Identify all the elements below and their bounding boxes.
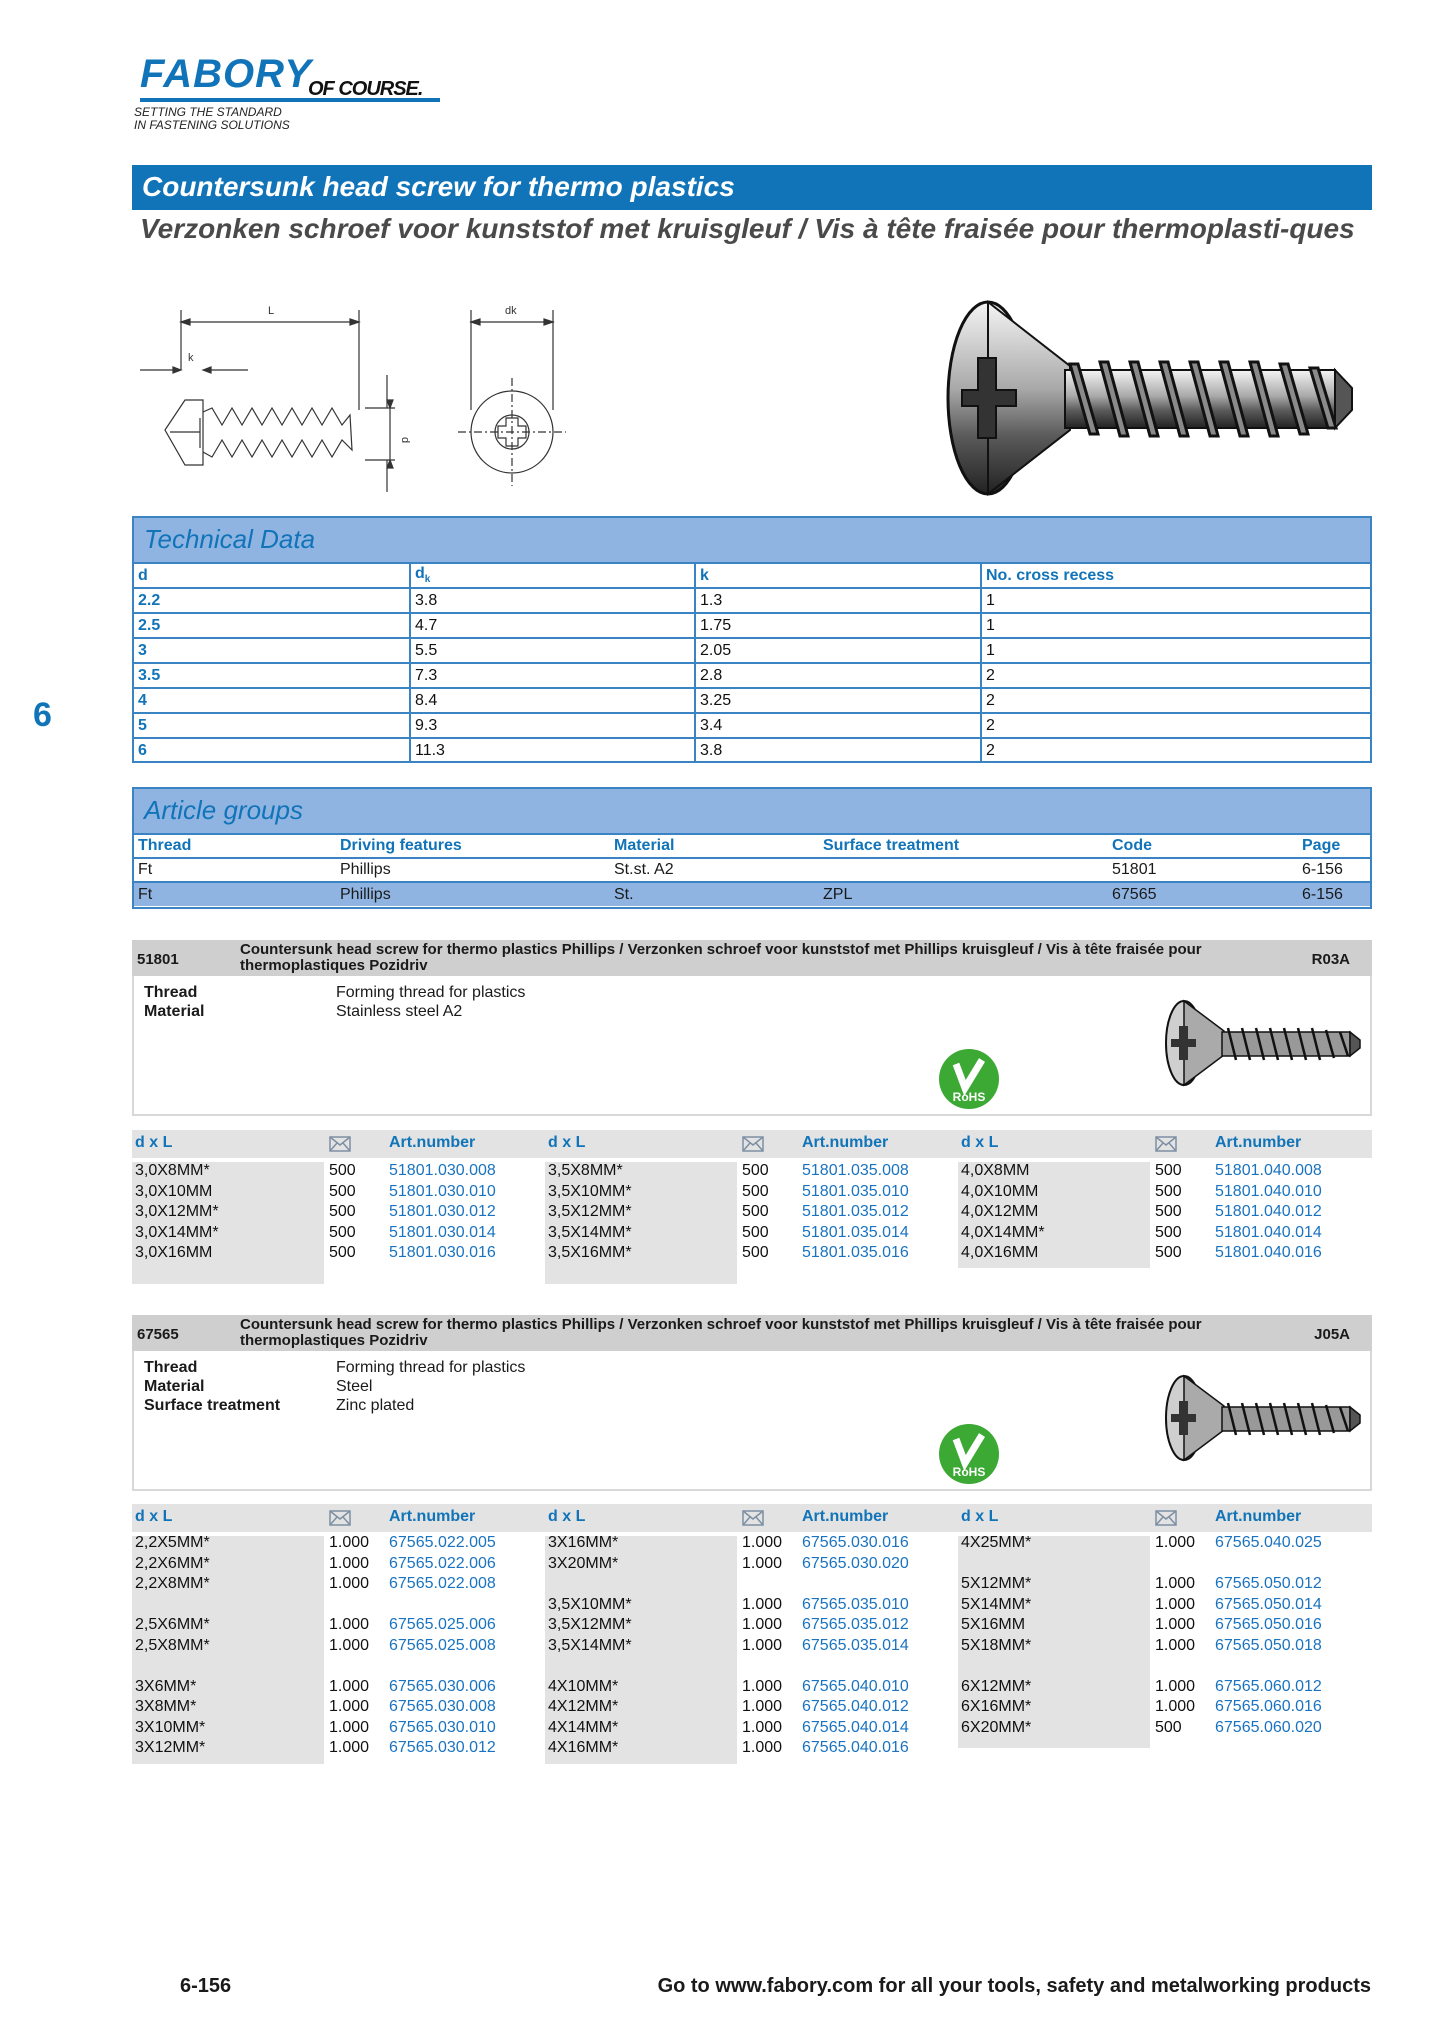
col-header: No. cross recess [981, 563, 1370, 588]
article-number-link[interactable]: 67565.040.012 [802, 1698, 909, 1715]
table-cell: 51801 [1108, 858, 1298, 882]
size-value: 3,5X12MM* [548, 1203, 632, 1220]
col-header: Surface treatment [819, 834, 1108, 858]
size-value: 2,2X8MM* [135, 1575, 210, 1592]
article-number-link[interactable]: 67565.022.006 [389, 1554, 496, 1572]
article-number-link[interactable]: 67565.030.008 [389, 1698, 496, 1715]
article-number-link[interactable]: 51801.035.014 [802, 1223, 909, 1241]
size-value: 3X8MM* [135, 1698, 197, 1715]
rohs-badge [938, 1423, 1000, 1485]
size-value: 5X16MM [961, 1616, 1026, 1633]
table-cell: 1 [981, 613, 1370, 638]
quantity-value: 500 [1155, 1718, 1182, 1736]
size-value: 4,0X8MM [961, 1162, 1030, 1179]
envelope-icon [742, 1510, 764, 1526]
article-number-link[interactable]: 51801.040.016 [1215, 1244, 1322, 1261]
size-value: 6X12MM* [961, 1677, 1032, 1695]
rohs-label: RoHS [952, 1465, 986, 1479]
quantity-value: 500 [329, 1223, 356, 1241]
table-row [134, 663, 1370, 688]
col-header [410, 563, 695, 588]
logo-slogan: SETTING THE STANDARD IN FASTENING SOLUTIONS [134, 105, 290, 132]
header-dxl: d x L [961, 1508, 999, 1525]
article-number-link[interactable]: 51801.040.014 [1215, 1223, 1322, 1241]
screw-thumbnail [1162, 998, 1362, 1088]
group-code: 67565 [137, 1326, 179, 1343]
quantity-value: 500 [329, 1203, 356, 1220]
property-label: Surface treatment [144, 1397, 281, 1414]
size-value: 5X18MM* [961, 1636, 1032, 1654]
header-artnumber: Art.number [389, 1134, 476, 1151]
quantity-value: 500 [742, 1162, 769, 1179]
article-header-bar [132, 1130, 1372, 1158]
page-title: Countersunk head screw for thermo plastics [132, 165, 1372, 210]
table-cell: 6-156 [1298, 882, 1370, 906]
header-dxl: d x L [135, 1134, 173, 1151]
size-value: 3,5X16MM* [548, 1244, 632, 1261]
header-artnumber: Art.number [1215, 1508, 1302, 1525]
quantity-value: 1.000 [1155, 1575, 1196, 1592]
col-header: d [134, 563, 410, 588]
quantity-value: 500 [742, 1182, 769, 1200]
article-number-link[interactable]: 67565.060.020 [1215, 1718, 1322, 1736]
group-reference: J05A [1314, 1326, 1350, 1343]
group-reference: R03A [1311, 951, 1350, 968]
size-value: 4X16MM* [548, 1739, 619, 1756]
table-cell: 6 [134, 738, 410, 763]
header-artnumber: Art.number [802, 1134, 889, 1151]
table-row[interactable] [134, 858, 1370, 882]
article-number-link[interactable]: 67565.025.008 [389, 1636, 496, 1654]
quantity-value: 500 [742, 1203, 769, 1220]
table-cell: 2 [981, 738, 1370, 763]
size-value: 3,5X8MM* [548, 1162, 623, 1179]
table-cell: Ft [134, 882, 336, 906]
table-cell: 2 [981, 663, 1370, 688]
label-diameter: d [399, 437, 411, 444]
header-artnumber: Art.number [389, 1508, 476, 1525]
table-cell: 3.8 [695, 738, 981, 763]
quantity-value: 1.000 [742, 1677, 783, 1695]
article-number-link[interactable]: 51801.030.012 [389, 1203, 496, 1220]
screw-thumbnail [1162, 1373, 1362, 1463]
product-group-header [132, 1315, 1372, 1351]
table-cell: 2.5 [134, 613, 410, 638]
quantity-value: 500 [1155, 1182, 1182, 1200]
size-value: 2,5X6MM* [135, 1616, 210, 1633]
col-header: Thread [134, 834, 336, 858]
envelope-icon [1155, 1510, 1177, 1526]
table-row [134, 688, 1370, 713]
table-row [134, 638, 1370, 663]
size-value: 3,0X14MM* [135, 1223, 219, 1241]
table-cell: 3.5 [134, 663, 410, 688]
property-label: Material [144, 1003, 205, 1020]
size-value: 4X25MM* [961, 1534, 1032, 1551]
article-number-link[interactable]: 51801.030.008 [389, 1162, 496, 1179]
table-cell: Phillips [336, 858, 610, 882]
table-cell: 1 [981, 588, 1370, 613]
property-value: Steel [336, 1378, 373, 1395]
quantity-value: 1.000 [742, 1534, 783, 1551]
table-cell: 3.25 [695, 688, 981, 713]
table-cell: Phillips [336, 882, 610, 906]
quantity-value: 500 [1155, 1162, 1182, 1179]
label-length: L [268, 305, 275, 317]
table-cell: 3.8 [410, 588, 695, 613]
technical-data-panel [132, 516, 1372, 763]
size-value: 5X12MM* [961, 1575, 1032, 1592]
technical-data-table [134, 562, 1370, 763]
article-number-link[interactable]: 67565.030.012 [389, 1739, 496, 1756]
article-number-link[interactable]: 67565.030.016 [802, 1534, 909, 1551]
col-header-subscript: k [424, 574, 431, 586]
size-value: 4X14MM* [548, 1718, 619, 1736]
article-header-bar [132, 1504, 1372, 1532]
table-cell: 4.7 [410, 613, 695, 638]
article-number-link[interactable]: 51801.030.010 [389, 1182, 496, 1200]
article-number-link[interactable]: 51801.040.008 [1215, 1162, 1322, 1179]
col-header: Page [1298, 834, 1370, 858]
article-number-link[interactable]: 67565.060.016 [1215, 1698, 1322, 1715]
article-number-link[interactable]: 67565.050.012 [1215, 1575, 1322, 1592]
table-cell: Ft [134, 858, 336, 882]
size-value: 4X12MM* [548, 1698, 619, 1715]
article-number-link[interactable]: 51801.030.016 [389, 1244, 496, 1261]
article-number-link[interactable]: 67565.030.020 [802, 1554, 909, 1572]
property-label: Material [144, 1378, 205, 1395]
article-number-link[interactable]: 67565.040.010 [802, 1677, 909, 1695]
size-value: 5X14MM* [961, 1595, 1032, 1613]
quantity-value: 1.000 [329, 1554, 370, 1572]
article-number-link[interactable]: 67565.050.016 [1215, 1616, 1322, 1633]
property-label: Thread [144, 984, 198, 1001]
table-cell: 3 [134, 638, 410, 663]
table-header-row [134, 834, 1370, 858]
article-groups-table [134, 833, 1370, 906]
size-value: 3,5X14MM* [548, 1636, 632, 1654]
product-group-header [132, 940, 1372, 976]
size-value: 3,5X10MM* [548, 1595, 632, 1613]
article-groups-heading: Article groups [134, 789, 1370, 833]
article-number-link[interactable]: 67565.050.018 [1215, 1636, 1322, 1654]
table-cell: 2.05 [695, 638, 981, 663]
table-cell: 1.75 [695, 613, 981, 638]
article-number-link[interactable]: 67565.030.010 [389, 1718, 496, 1736]
product-group-info [132, 976, 1372, 1116]
col-header-label: d [415, 565, 425, 583]
table-cell [819, 858, 1108, 882]
table-cell: 8.4 [410, 688, 695, 713]
article-number-link[interactable]: 67565.040.025 [1215, 1534, 1322, 1551]
table-cell: ZPL [819, 882, 1108, 906]
quantity-value: 1.000 [329, 1677, 370, 1695]
quantity-value: 500 [1155, 1244, 1182, 1261]
header-artnumber: Art.number [802, 1508, 889, 1525]
quantity-value: 1.000 [742, 1616, 783, 1633]
quantity-value: 1.000 [329, 1718, 370, 1736]
logo-tagline: OF COURSE. [308, 78, 423, 100]
article-number-link[interactable]: 67565.050.014 [1215, 1595, 1322, 1613]
quantity-value: 1.000 [742, 1718, 783, 1736]
property-value: Stainless steel A2 [336, 1003, 463, 1020]
table-cell: 9.3 [410, 713, 695, 738]
size-value: 3X12MM* [135, 1739, 206, 1756]
quantity-value: 1.000 [329, 1739, 370, 1756]
page-number: 6-156 [180, 1975, 232, 1997]
article-number-link[interactable]: 51801.040.010 [1215, 1182, 1322, 1200]
group-description: Countersunk head screw for thermo plastics Phillips / Verzonken schroef voor kunststof met Phillips kruisgleuf / Vis à tête fraisée pour thermoplastiques Pozidriv [240, 1316, 1202, 1349]
size-value: 6X16MM* [961, 1698, 1032, 1715]
screw-photo [940, 298, 1360, 498]
quantity-value: 1.000 [742, 1698, 783, 1715]
size-value: 6X20MM* [961, 1718, 1032, 1736]
article-number-link[interactable]: 51801.035.012 [802, 1203, 909, 1220]
table-row [134, 738, 1370, 763]
size-value: 3X16MM* [548, 1534, 619, 1551]
header-dxl: d x L [135, 1508, 173, 1525]
table-row[interactable] [134, 882, 1370, 906]
article-number-link[interactable]: 51801.035.010 [802, 1182, 909, 1200]
table-cell: 6-156 [1298, 858, 1370, 882]
quantity-value: 1.000 [1155, 1595, 1196, 1613]
article-number-link[interactable]: 67565.035.012 [802, 1616, 909, 1633]
quantity-value: 1.000 [329, 1534, 370, 1551]
quantity-value: 1.000 [1155, 1698, 1196, 1715]
size-value: 3,5X12MM* [548, 1616, 632, 1633]
quantity-value: 1.000 [1155, 1616, 1196, 1633]
quantity-value: 500 [329, 1244, 356, 1261]
article-number-link[interactable]: 67565.035.010 [802, 1595, 909, 1613]
envelope-icon [329, 1510, 351, 1526]
page-subtitle: Verzonken schroef voor kunststof met kruisgleuf / Vis à tête fraisée pour thermoplasti-ques [140, 213, 1355, 244]
label-head-diameter: dk [505, 305, 517, 317]
property-value: Zinc plated [336, 1397, 415, 1414]
quantity-value: 1.000 [329, 1616, 370, 1633]
product-group-info [132, 1351, 1372, 1491]
size-value: 3,0X16MM [135, 1244, 213, 1261]
quantity-value: 1.000 [1155, 1534, 1196, 1551]
table-cell: 2.2 [134, 588, 410, 613]
size-value: 3X20MM* [548, 1554, 619, 1572]
group-description: Countersunk head screw for thermo plastics Phillips / Verzonken schroef voor kunststof met Phillips kruisgleuf / Vis à tête fraisée pour thermoplastiques Pozidriv [240, 941, 1202, 974]
fabory-logo [132, 50, 452, 140]
article-groups-panel [132, 787, 1372, 909]
size-value: 3,5X14MM* [548, 1223, 632, 1241]
property-label: Thread [144, 1359, 198, 1376]
quantity-value: 500 [329, 1162, 356, 1179]
article-number-link[interactable]: 51801.035.008 [802, 1162, 909, 1179]
quantity-value: 1.000 [329, 1636, 370, 1654]
col-header: k [695, 563, 981, 588]
article-number-link[interactable]: 67565.022.008 [389, 1575, 496, 1592]
col-header: Code [1108, 834, 1298, 858]
quantity-value: 1.000 [742, 1595, 783, 1613]
size-value: 3,0X12MM* [135, 1203, 219, 1220]
label-head-height: k [188, 352, 194, 364]
footer-promo: Go to www.fabory.com for all your tools, safety and metalworking products [657, 1975, 1371, 1997]
size-value: 3X10MM* [135, 1718, 206, 1736]
logo-brand: FABORY [140, 52, 312, 96]
quantity-value: 500 [742, 1223, 769, 1241]
table-cell: 11.3 [410, 738, 695, 763]
table-cell: 5 [134, 713, 410, 738]
quantity-value: 1.000 [1155, 1636, 1196, 1654]
size-value: 4,0X14MM* [961, 1223, 1045, 1241]
header-dxl: d x L [961, 1134, 999, 1151]
size-value: 3,5X10MM* [548, 1182, 632, 1200]
table-row [134, 613, 1370, 638]
quantity-value: 1.000 [329, 1698, 370, 1715]
col-header: Material [610, 834, 819, 858]
envelope-icon [1155, 1136, 1177, 1152]
article-number-link[interactable]: 67565.025.006 [389, 1616, 496, 1633]
table-row [134, 588, 1370, 613]
quantity-value: 1.000 [329, 1575, 370, 1592]
size-value: 2,5X8MM* [135, 1636, 210, 1654]
table-cell: 2 [981, 688, 1370, 713]
size-value: 3,0X8MM* [135, 1162, 210, 1179]
size-value: 2,2X5MM* [135, 1534, 210, 1551]
article-number-link[interactable]: 67565.022.005 [389, 1534, 496, 1551]
rohs-label: RoHS [952, 1090, 986, 1104]
table-cell: 3.4 [695, 713, 981, 738]
property-value: Forming thread for plastics [336, 984, 526, 1001]
size-value: 2,2X6MM* [135, 1554, 210, 1572]
property-value: Forming thread for plastics [336, 1359, 526, 1376]
quantity-value: 1.000 [742, 1554, 783, 1572]
rohs-badge [938, 1048, 1000, 1110]
table-cell: 1.3 [695, 588, 981, 613]
article-number-link[interactable]: 51801.040.012 [1215, 1203, 1322, 1220]
size-value: 4,0X12MM [961, 1203, 1039, 1220]
size-value: 4X10MM* [548, 1677, 619, 1695]
group-code: 51801 [137, 951, 179, 968]
table-cell: 2 [981, 713, 1370, 738]
article-number-link[interactable]: 67565.040.014 [802, 1718, 909, 1736]
technical-data-heading: Technical Data [134, 518, 1370, 562]
table-cell: 4 [134, 688, 410, 713]
quantity-value: 500 [742, 1244, 769, 1261]
article-number-link[interactable]: 67565.030.006 [389, 1677, 496, 1695]
table-header-row [134, 563, 1370, 588]
table-cell: 67565 [1108, 882, 1298, 906]
col-header: Driving features [336, 834, 610, 858]
table-cell: 2.8 [695, 663, 981, 688]
article-number-link[interactable]: 67565.060.012 [1215, 1677, 1322, 1695]
quantity-value: 1.000 [742, 1739, 783, 1756]
header-dxl: d x L [548, 1508, 586, 1525]
section-number: 6 [33, 696, 52, 734]
envelope-icon [742, 1136, 764, 1152]
header-artnumber: Art.number [1215, 1134, 1302, 1151]
size-value: 3X6MM* [135, 1677, 197, 1695]
size-value: 4,0X16MM [961, 1244, 1039, 1261]
table-cell: 5.5 [410, 638, 695, 663]
quantity-value: 500 [1155, 1203, 1182, 1220]
quantity-value: 1.000 [1155, 1677, 1196, 1695]
quantity-value: 500 [329, 1182, 356, 1200]
size-value: 3,0X10MM [135, 1182, 213, 1200]
article-number-link[interactable]: 67565.040.016 [802, 1739, 909, 1756]
table-cell: St. [610, 882, 819, 906]
technical-drawing [140, 300, 600, 500]
article-number-link[interactable]: 51801.030.014 [389, 1223, 496, 1241]
table-row [134, 713, 1370, 738]
quantity-value: 500 [1155, 1223, 1182, 1241]
article-number-link[interactable]: 51801.035.016 [802, 1244, 909, 1261]
table-cell: St.st. A2 [610, 858, 819, 882]
size-value: 4,0X10MM [961, 1182, 1039, 1200]
envelope-icon [329, 1136, 351, 1152]
quantity-value: 1.000 [742, 1636, 783, 1654]
table-cell: 7.3 [410, 663, 695, 688]
header-dxl: d x L [548, 1134, 586, 1151]
table-cell: 1 [981, 638, 1370, 663]
article-number-link[interactable]: 67565.035.014 [802, 1636, 909, 1654]
